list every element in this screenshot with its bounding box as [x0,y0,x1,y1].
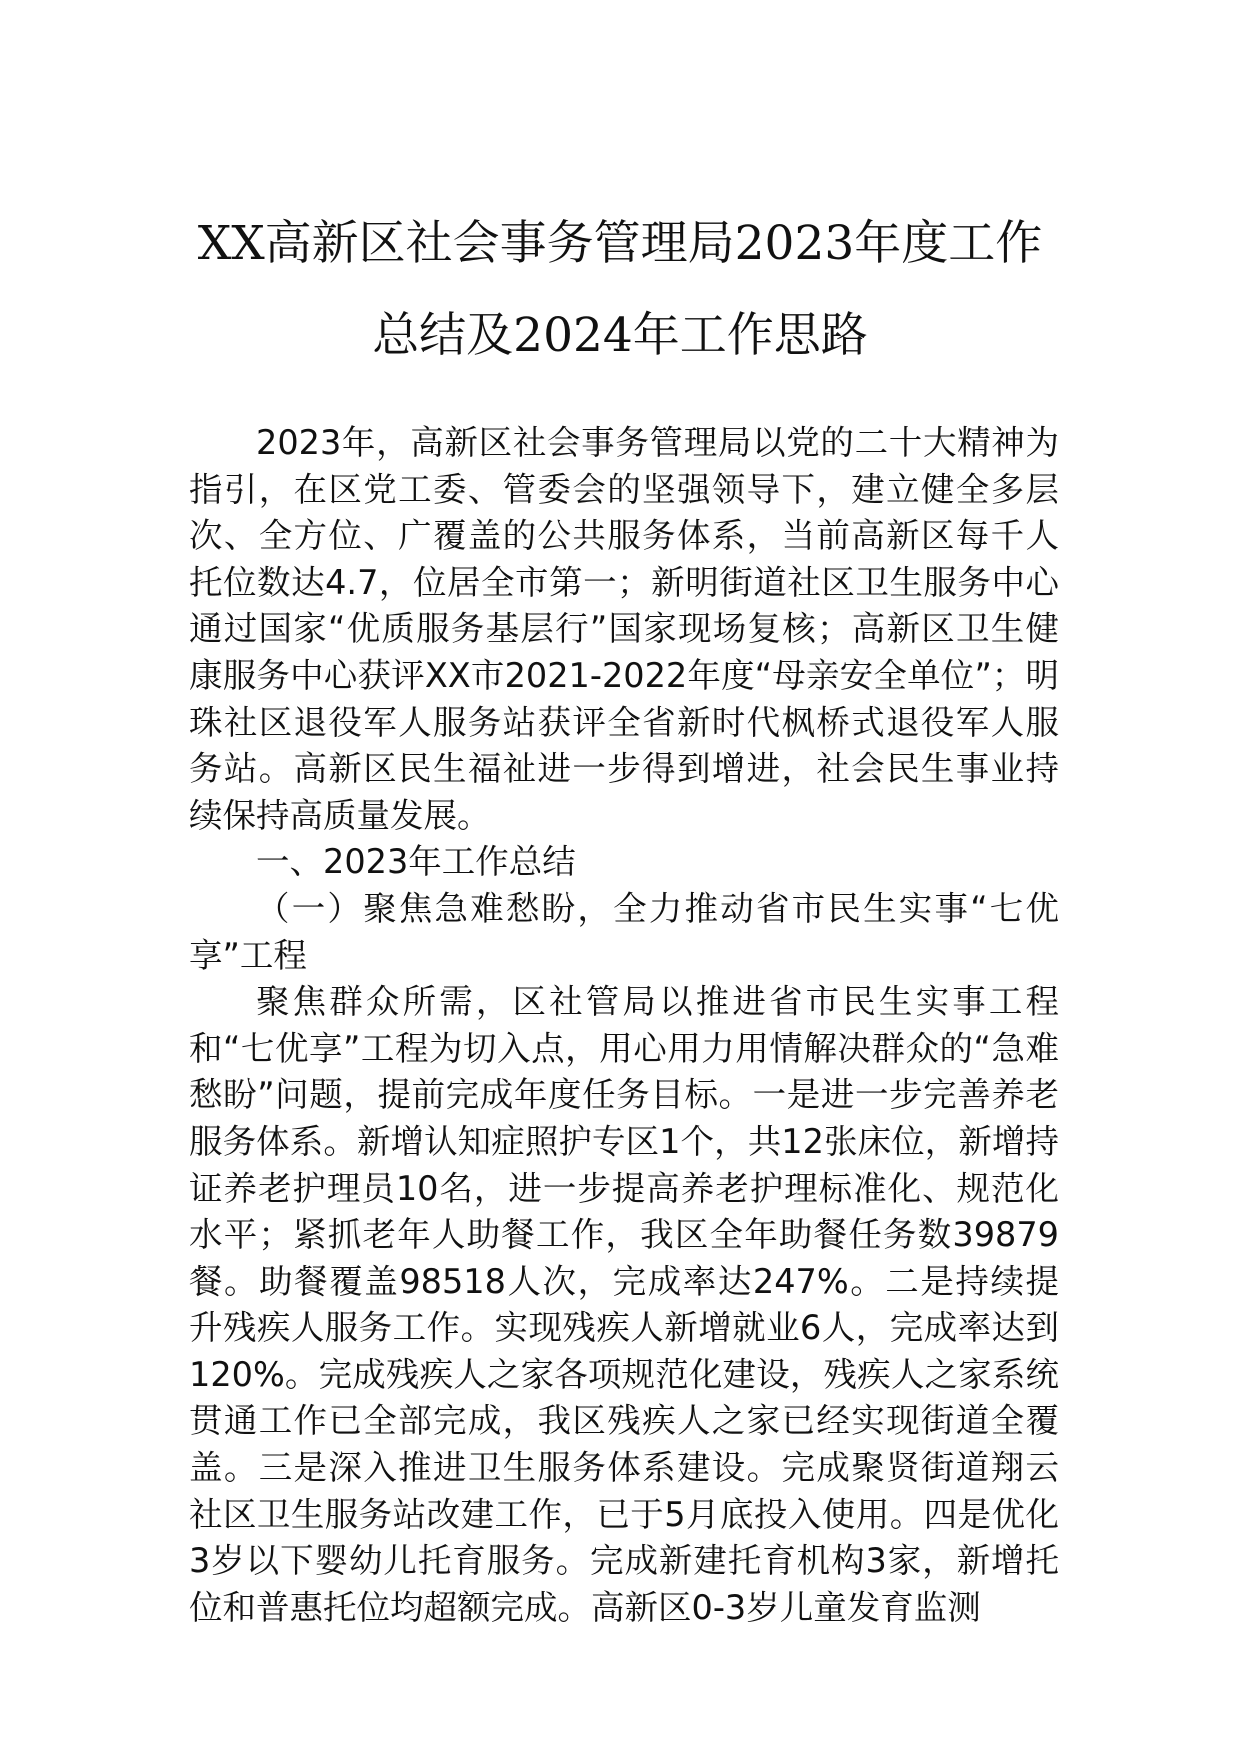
document-body [189,420,1059,1631]
document-title-line-2: 总结及2024年工作思路 [372,308,868,363]
document-title-line-1: XX高新区社会事务管理局2023年度工作 [197,216,1043,271]
section-heading: 一、2023年工作总结 [256,842,576,882]
body-paragraph: 聚焦群众所需，区社管局以推进省市民生实事工程和“七优享”工程为切入点，用心用力用情解决群众的“急难愁盼”问题，提前完成年度任务目标。一是进一步完善养老服务体系。新增认知症照护专区1个，共12张床位，新增持证养老护理员10名，进一步提高养老护理标准化、规范化水平；紧抓老年人助餐工作，我区全年助餐任务数39879餐。助餐覆盖98518人次，完成率达247%。二是持续提升残疾人服务工作。实现残疾人新增就业6人，完成率达到120%。完成残疾人之家各项规范化建设，残疾人之家系统贯通工作已全部完成，我区残疾人之家已经实现街道全覆盖。三是深入推进卫生服务体系建设。完成聚贤街道翔云社区卫生服务站改建工作，已于5月底投入使用。四是优化3岁以下婴幼儿托育服务。完成新建托育机构3家，新增托位和普惠托位均超额完成。高新区0-3岁儿童发育监测 [189,982,1059,1627]
intro-paragraph: 2023年，高新区社会事务管理局以党的二十大精神为指引，在区党工委、管委会的坚强领导下，建立健全多层次、全方位、广覆盖的公共服务体系，当前高新区每千人托位数达4.7，位居全市第一；新明街道社区卫生服务中心通过国家“优质服务基层行”国家现场复核；高新区卫生健康服务中心获评XX市2021-2022年度“母亲安全单位”；明珠社区退役军人服务站获评全省新时代枫桥式退役军人服务站。高新区民生福祉进一步得到增进，社会民生事业持续保持高质量发展。 [189,423,1059,835]
subsection-heading: （一）聚焦急难愁盼，全力推动省市民生实事“七优享”工程 [189,888,1059,975]
